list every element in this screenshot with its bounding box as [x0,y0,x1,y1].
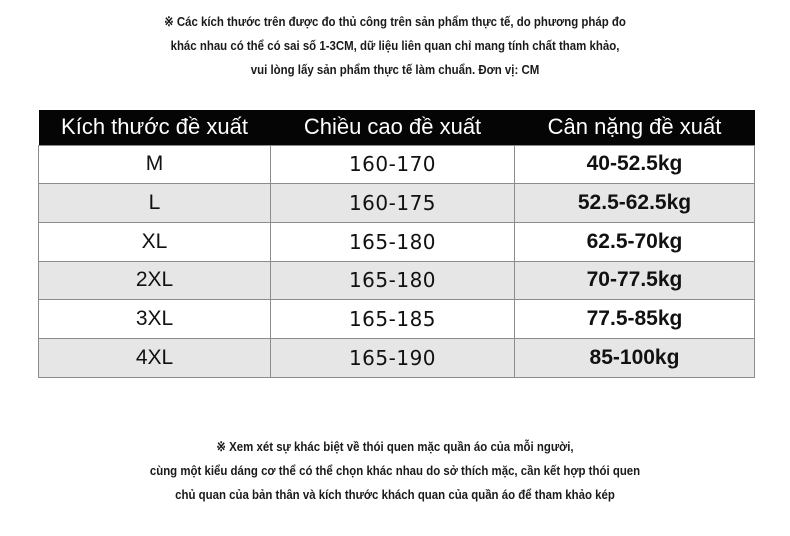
advice-line: chủ quan của bản thân và kích thước khách quan của quần áo để tham khảo kép [175,487,615,502]
weight-cell: 85-100kg [515,338,755,377]
table-row [39,184,755,223]
size-cell: 3XL [39,300,271,339]
size-cell: 2XL [39,261,271,300]
disclaimer-line: khác nhau có thể có sai số 1-3CM, dữ liệu liên quan chỉ mang tính chất tham khảo, [170,38,620,53]
size-cell: XL [39,222,271,261]
weight-cell: 70-77.5kg [515,261,755,300]
height-cell: 165-185 [271,300,515,339]
weight-cell: 52.5-62.5kg [515,184,755,223]
disclaimer-line: ※ Các kích thước trên được đo thủ công trên sản phẩm thực tế, do phương pháp đo [164,14,626,29]
table-header-row [39,110,755,145]
size-cell: 4XL [39,338,271,377]
height-cell: 165-180 [271,222,515,261]
height-cell: 160-170 [271,145,515,184]
table-row [39,338,755,377]
table-row [39,222,755,261]
height-cell: 160-175 [271,184,515,223]
measurement-disclaimer [47,10,742,82]
table-row [39,261,755,300]
weight-cell: 62.5-70kg [515,222,755,261]
advice-line: cùng một kiểu dáng cơ thể có thể chọn khác nhau do sở thích mặc, cần kết hợp thói quen [149,463,641,478]
size-cell: M [39,145,271,184]
height-cell: 165-190 [271,338,515,377]
height-cell: 165-180 [271,261,515,300]
header-size: Kích thước đề xuất [61,114,248,140]
size-chart-table [38,110,755,378]
disclaimer-line: vui lòng lấy sản phẩm thực tế làm chuẩn. Đơn vị: CM [250,62,540,77]
advice-line: ※ Xem xét sự khác biệt về thói quen mặc quần áo của mỗi người, [216,439,574,454]
table-row [39,300,755,339]
table-row [39,145,755,184]
weight-cell: 77.5-85kg [515,300,755,339]
header-height: Chiều cao đề xuất [303,114,482,140]
fit-advice-note [47,435,742,507]
size-cell: L [39,184,271,223]
weight-cell: 40-52.5kg [515,145,755,184]
header-weight: Cân nặng đề xuất [547,114,722,140]
